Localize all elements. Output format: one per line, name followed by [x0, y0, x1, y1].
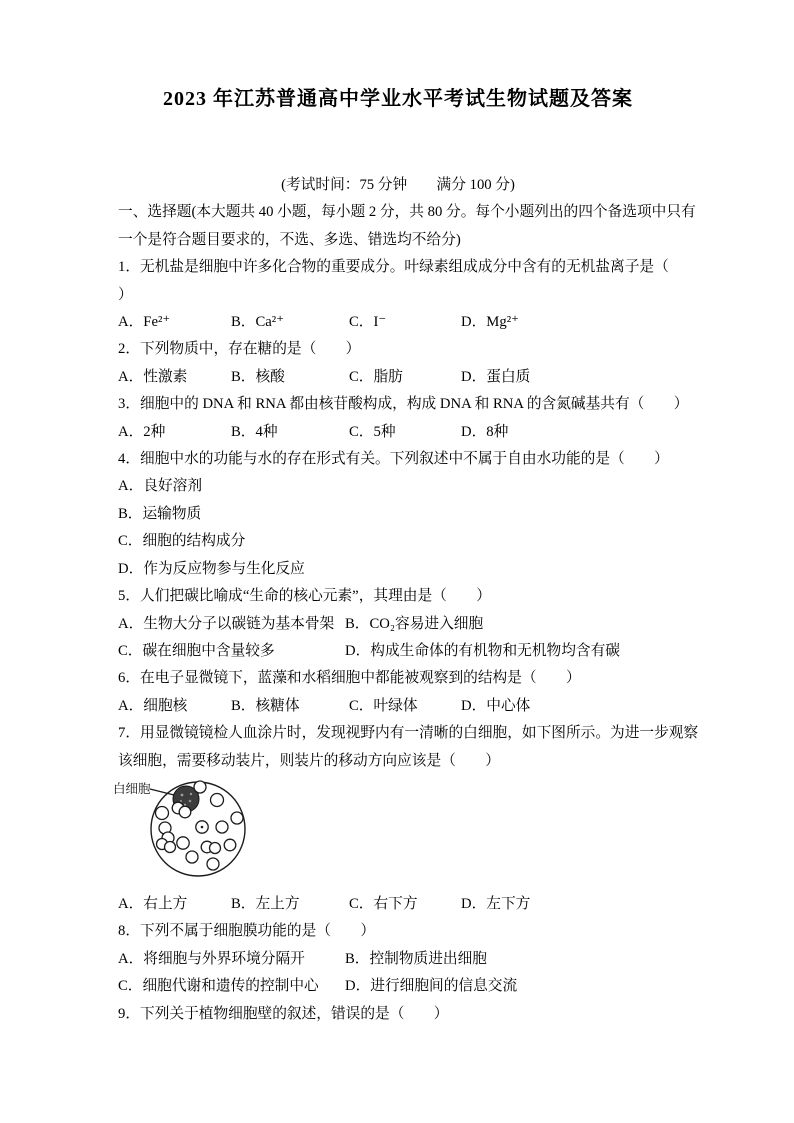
blood-cell: [216, 821, 228, 833]
question-7-option-a: A．右上方: [118, 895, 188, 912]
question-8-options-row-2: [118, 973, 678, 1000]
exam-title: 2023 年江苏普通高中学业水平考试生物试题及答案: [163, 88, 633, 110]
blood-cell: [231, 812, 243, 824]
question-2-option-a: A．性激素: [118, 368, 188, 385]
blood-cell: [156, 806, 169, 819]
question-5-option-b: B．CO₂容易进入细胞: [345, 615, 484, 632]
blood-cell: [210, 842, 221, 853]
question-2-options: [118, 364, 678, 391]
question-5-options-row-1: [118, 611, 678, 638]
question-1-option-b: B．Ca²⁺: [231, 314, 284, 331]
question-4-option-a: A．良好溶剂: [118, 478, 203, 495]
question-2-option-c: C．脂肪: [349, 368, 403, 385]
microscope-field-figure: [112, 775, 678, 891]
question-4-option-c: C．细胞的结构成分: [118, 533, 246, 550]
speckle-dot: [180, 800, 182, 802]
question-6-text: 6．在电子显微镜下，蓝藻和水稻细胞中都能被观察到的结构是（ ）: [118, 670, 581, 687]
question-3-option-a: A．2种: [118, 423, 166, 440]
question-3-option-d: D．8种: [461, 423, 509, 440]
question-3-option-b: B．4种: [231, 423, 278, 440]
speckle-dot: [190, 793, 192, 795]
question-1-option-c: C．I⁻: [349, 314, 387, 331]
question-6-option-a: A．细胞核: [118, 697, 188, 714]
question-9-text: 9．下列关于植物细胞壁的叙述，错误的是（ ）: [118, 1005, 449, 1022]
question-8-options-row-1: [118, 946, 678, 973]
question-5-option-a: A．生物大分子以碳链为基本骨架: [118, 615, 335, 632]
question-2-option-d: D．蛋白质: [461, 368, 531, 385]
question-7-option-b: B．左上方: [231, 895, 300, 912]
question-7-text-line-2: 该细胞，需要移动装片，则装片的移动方向应该是（ ）: [118, 752, 500, 769]
question-4-text: 4．细胞中水的功能与水的存在形式有关。下列叙述中不属于自由水功能的是（ ）: [118, 451, 669, 468]
question-1-option-d: D．Mg²⁺: [461, 314, 519, 331]
question-2-text: 2．下列物质中，存在糖的是（ ）: [118, 341, 361, 358]
question-7-text-line-1: 7．用显微镜镜检人血涂片时，发现视野内有一清晰的白细胞，如下图所示。为进一步观察: [118, 725, 699, 742]
question-3-options: [118, 419, 678, 446]
question-6-option-b: B．核糖体: [231, 697, 300, 714]
question-6-options: [118, 693, 678, 720]
blood-cell: [165, 841, 176, 852]
microscope-field-svg: [112, 775, 326, 891]
question-8-option-b: B．控制物质进出细胞: [345, 950, 487, 967]
question-6-option-c: C．叶绿体: [349, 697, 418, 714]
question-7-options: [118, 891, 678, 918]
question-1-options: [118, 309, 678, 336]
blood-cell: [211, 793, 224, 806]
exam-info: (考试时间：75 分钟 满分 100 分): [281, 177, 515, 193]
question-3-option-c: C．5种: [349, 423, 396, 440]
question-8-option-d: D．进行细胞间的信息交流: [345, 978, 518, 995]
question-1-text-line-2: ）: [118, 286, 133, 303]
question-4-option-b: B．运输物质: [118, 505, 202, 522]
section-intro-line-1: 一、选择题(本大题共 40 小题，每小题 2 分，共 80 分。每个小题列出的四个备选项中只有: [118, 204, 696, 221]
question-5-options-row-2: [118, 638, 678, 665]
question-5-option-c: C．碳在细胞中含量较多: [118, 642, 275, 659]
blood-cell-dot: [201, 826, 204, 829]
question-6-option-d: D．中心体: [461, 697, 531, 714]
question-1-option-a: A．Fe²⁺: [118, 314, 171, 331]
blood-cell: [179, 806, 191, 818]
blood-cell: [194, 781, 206, 793]
section-intro-line-2: 一个是符合题目要求的，不选、多选、错选均不给分): [118, 231, 461, 248]
blood-cell: [224, 839, 236, 851]
blood-cell: [207, 858, 219, 870]
question-5-option-d: D．构成生命体的有机物和无机物均含有碳: [345, 642, 620, 659]
blood-cell: [186, 851, 198, 863]
speckle-dot: [181, 794, 184, 797]
question-7-option-d: D．左下方: [461, 895, 531, 912]
blood-cell: [177, 837, 189, 849]
question-4-option-d: D．作为反应物参与生化反应: [118, 560, 305, 577]
question-8-option-a: A．将细胞与外界环境分隔开: [118, 950, 305, 967]
question-8-option-c: C．细胞代谢和遗传的控制中心: [118, 978, 319, 995]
question-7-option-c: C．右下方: [349, 895, 418, 912]
question-3-text: 3．细胞中的 DNA 和 RNA 都由核苷酸构成，构成 DNA 和 RNA 的含氮碱基共有（ ）: [118, 396, 689, 413]
speckle-dot: [189, 800, 192, 803]
question-5-text: 5．人们把碳比喻成“生命的核心元素”，其理由是（ ）: [118, 588, 491, 605]
question-2-option-b: B．核酸: [231, 368, 285, 385]
question-1-text-line-1: 1．无机盐是细胞中许多化合物的重要成分。叶绿素组成成分中含有的无机盐离子是（: [118, 259, 669, 276]
white-blood-cell-label: 白细胞: [113, 781, 151, 796]
question-8-text: 8．下列不属于细胞膜功能的是（ ）: [118, 923, 376, 940]
